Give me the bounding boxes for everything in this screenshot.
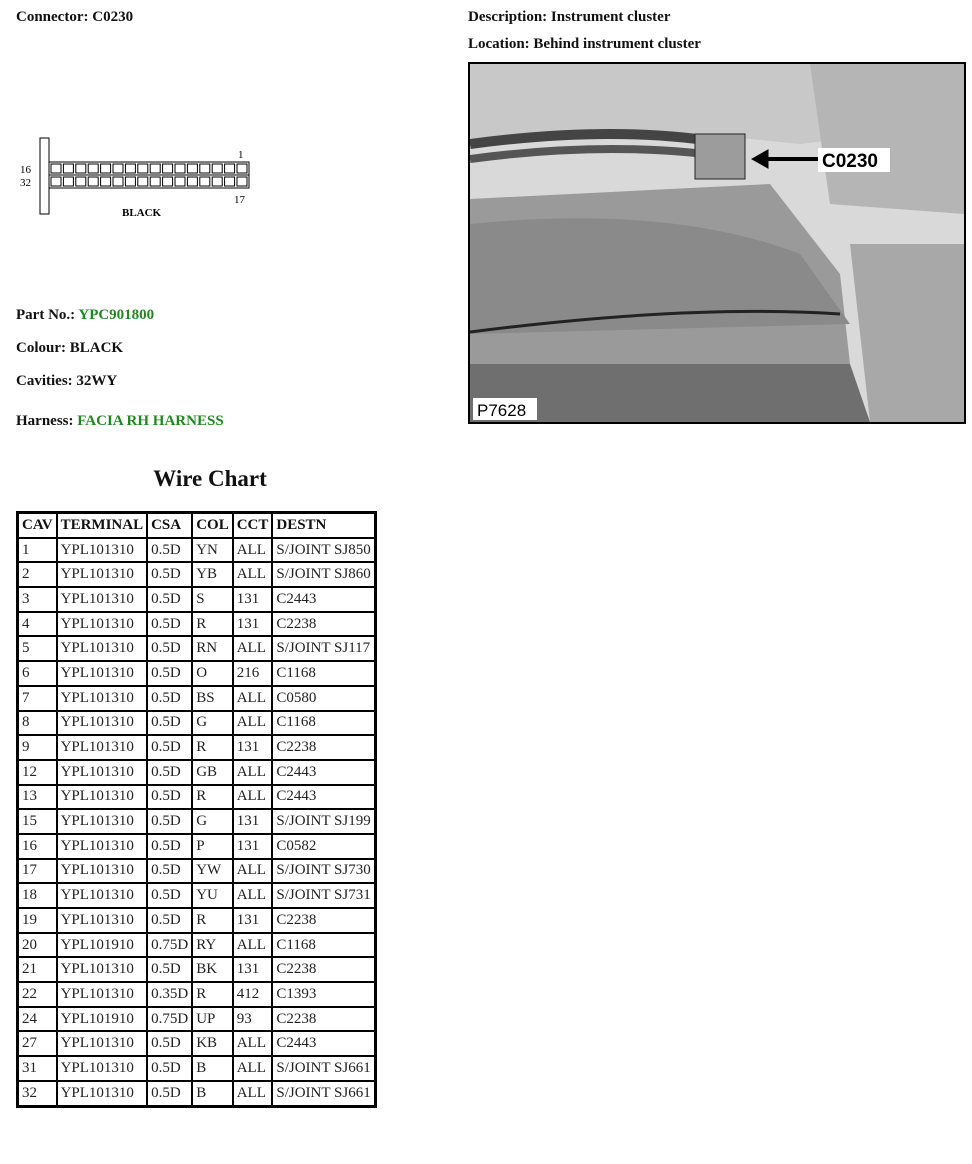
table-row <box>18 859 376 884</box>
connector-cavity <box>212 177 222 186</box>
part-no-line <box>16 307 154 324</box>
table-cell: YPL101310 <box>57 538 148 563</box>
table-cell: C2443 <box>272 1031 375 1056</box>
table-cell: C2238 <box>272 1007 375 1032</box>
part-no-label: Part No.: <box>16 307 76 323</box>
connector-cavity <box>225 177 235 186</box>
table-cell: 0.5D <box>147 809 192 834</box>
table-cell: 8 <box>18 711 57 736</box>
table-cell: BS <box>192 686 233 711</box>
table-cell: 15 <box>18 809 57 834</box>
pin-32-label: 32 <box>20 177 31 189</box>
connector-cavity <box>225 164 235 173</box>
table-cell: R <box>192 612 233 637</box>
table-cell: ALL <box>233 562 273 587</box>
table-row <box>18 982 376 1007</box>
table-cell: 0.5D <box>147 859 192 884</box>
connector-cavity <box>88 164 98 173</box>
connector-cavity <box>163 164 173 173</box>
table-cell: G <box>192 809 233 834</box>
table-cell: YPL101310 <box>57 809 148 834</box>
table-cell: 12 <box>18 760 57 785</box>
table-cell: R <box>192 735 233 760</box>
table-cell: 0.5D <box>147 785 192 810</box>
table-cell: YPL101310 <box>57 859 148 884</box>
connector-cavity <box>125 164 135 173</box>
table-cell: YW <box>192 859 233 884</box>
table-cell: 0.5D <box>147 711 192 736</box>
table-cell: YPL101310 <box>57 908 148 933</box>
table-cell: GB <box>192 760 233 785</box>
table-cell: 0.5D <box>147 661 192 686</box>
table-cell: ALL <box>233 785 273 810</box>
table-cell: 131 <box>233 809 273 834</box>
table-cell: 0.5D <box>147 612 192 637</box>
table-cell: YPL101310 <box>57 834 148 859</box>
table-cell: BK <box>192 957 233 982</box>
table-cell: C2443 <box>272 587 375 612</box>
table-cell: C2238 <box>272 612 375 637</box>
connector-cavity <box>175 177 185 186</box>
table-cell: 3 <box>18 587 57 612</box>
table-cell: 31 <box>18 1056 57 1081</box>
table-row <box>18 587 376 612</box>
table-row <box>18 1031 376 1056</box>
harness-label: Harness: <box>16 413 74 429</box>
table-cell: 13 <box>18 785 57 810</box>
wire-chart-header-row <box>18 513 376 538</box>
table-cell: 131 <box>233 587 273 612</box>
table-cell: YPL101910 <box>57 933 148 958</box>
cavities-value: 32WY <box>76 373 118 389</box>
table-row <box>18 661 376 686</box>
photo-callout: C0230 <box>822 151 878 172</box>
pin-1-label: 1 <box>238 149 244 161</box>
connector-label: Connector: <box>16 9 89 25</box>
connector-cavity <box>138 177 148 186</box>
table-cell: ALL <box>233 711 273 736</box>
table-row <box>18 809 376 834</box>
table-cell: 32 <box>18 1081 57 1106</box>
table-cell: 9 <box>18 735 57 760</box>
table-cell: 0.5D <box>147 562 192 587</box>
table-cell: YPL101310 <box>57 686 148 711</box>
table-cell: C2443 <box>272 785 375 810</box>
table-cell: 131 <box>233 834 273 859</box>
connector-cavity <box>125 177 135 186</box>
table-cell: UP <box>192 1007 233 1032</box>
table-cell: 131 <box>233 957 273 982</box>
connector-cavity <box>163 177 173 186</box>
pin-16-label: 16 <box>20 164 31 176</box>
table-cell: 131 <box>233 735 273 760</box>
part-no-link[interactable]: YPC901800 <box>78 307 155 323</box>
table-cell: 17 <box>18 859 57 884</box>
table-cell: YPL101310 <box>57 735 148 760</box>
table-cell: 412 <box>233 982 273 1007</box>
connector-cavity <box>150 164 160 173</box>
table-cell: ALL <box>233 883 273 908</box>
table-cell: S/JOINT SJ661 <box>272 1056 375 1081</box>
table-row <box>18 1081 376 1106</box>
connector-cavity <box>76 164 86 173</box>
table-cell: ALL <box>233 859 273 884</box>
table-cell: C0580 <box>272 686 375 711</box>
colour-value: BLACK <box>69 340 124 356</box>
table-cell: G <box>192 711 233 736</box>
table-cell: YB <box>192 562 233 587</box>
connector-cavity <box>200 177 210 186</box>
connector-cavity <box>187 177 197 186</box>
connector-heading <box>16 9 133 26</box>
table-cell: 0.5D <box>147 735 192 760</box>
table-cell: 2 <box>18 562 57 587</box>
table-cell: YPL101310 <box>57 883 148 908</box>
table-row <box>18 883 376 908</box>
table-cell: C2238 <box>272 735 375 760</box>
location-photo <box>468 62 966 424</box>
table-cell: YPL101310 <box>57 612 148 637</box>
table-cell: S/JOINT SJ117 <box>272 636 375 661</box>
table-row <box>18 538 376 563</box>
harness-line <box>16 413 224 430</box>
table-cell: ALL <box>233 933 273 958</box>
table-cell: C0582 <box>272 834 375 859</box>
table-cell: YN <box>192 538 233 563</box>
description-value: Instrument cluster <box>550 9 671 25</box>
table-cell: 0.5D <box>147 908 192 933</box>
table-cell: O <box>192 661 233 686</box>
connector-cavity <box>51 177 61 186</box>
table-cell: ALL <box>233 1031 273 1056</box>
table-cell: S/JOINT SJ731 <box>272 883 375 908</box>
table-cell: YPL101310 <box>57 1031 148 1056</box>
table-cell: S/JOINT SJ199 <box>272 809 375 834</box>
connector-cavity <box>150 177 160 186</box>
table-cell: 18 <box>18 883 57 908</box>
table-cell: YPL101310 <box>57 661 148 686</box>
table-cell: YPL101310 <box>57 760 148 785</box>
table-cell: C1168 <box>272 661 375 686</box>
table-cell: ALL <box>233 686 273 711</box>
table-cell: C2238 <box>272 908 375 933</box>
table-row <box>18 1007 376 1032</box>
table-cell: B <box>192 1056 233 1081</box>
table-cell: C1168 <box>272 933 375 958</box>
connector-cavity <box>76 177 86 186</box>
connector-cavity <box>51 164 61 173</box>
table-cell: 1 <box>18 538 57 563</box>
table-cell: ALL <box>233 538 273 563</box>
table-cell: YPL101310 <box>57 636 148 661</box>
location-label: Location: <box>468 36 530 52</box>
connector-cavity <box>63 177 73 186</box>
connector-cavity <box>175 164 185 173</box>
table-cell: 0.5D <box>147 686 192 711</box>
cavities-line <box>16 373 117 390</box>
connector-cavity <box>113 164 123 173</box>
table-cell: 0.5D <box>147 538 192 563</box>
table-cell: C2238 <box>272 957 375 982</box>
table-cell: ALL <box>233 760 273 785</box>
column-header: COL <box>192 513 233 538</box>
table-cell: YPL101910 <box>57 1007 148 1032</box>
column-header: DESTN <box>272 513 375 538</box>
table-cell: RN <box>192 636 233 661</box>
table-cell: 22 <box>18 982 57 1007</box>
table-cell: RY <box>192 933 233 958</box>
table-cell: YPL101310 <box>57 957 148 982</box>
location-line <box>468 36 701 53</box>
table-cell: 93 <box>233 1007 273 1032</box>
column-header: CCT <box>233 513 273 538</box>
table-row <box>18 908 376 933</box>
table-cell: ALL <box>233 1056 273 1081</box>
cavities-label: Cavities: <box>16 373 73 389</box>
connector-cavity <box>88 177 98 186</box>
table-cell: YPL101310 <box>57 711 148 736</box>
table-cell: S/JOINT SJ860 <box>272 562 375 587</box>
connector-cavity <box>212 164 222 173</box>
table-cell: S <box>192 587 233 612</box>
table-cell: 0.5D <box>147 1056 192 1081</box>
table-row <box>18 612 376 637</box>
connector-cavity <box>63 164 73 173</box>
table-cell: YPL101310 <box>57 1056 148 1081</box>
wire-chart-body <box>18 538 376 1106</box>
table-row <box>18 933 376 958</box>
table-cell: 5 <box>18 636 57 661</box>
table-cell: 0.5D <box>147 587 192 612</box>
table-cell: 0.5D <box>147 1031 192 1056</box>
table-cell: 19 <box>18 908 57 933</box>
table-cell: 21 <box>18 957 57 982</box>
table-cell: 131 <box>233 908 273 933</box>
table-row <box>18 834 376 859</box>
table-cell: ALL <box>233 1081 273 1106</box>
connector-cavity <box>237 177 247 186</box>
table-cell: YPL101310 <box>57 562 148 587</box>
description-label: Description: <box>468 9 548 25</box>
table-cell: YPL101310 <box>57 1081 148 1106</box>
wire-chart-title: Wire Chart <box>153 466 267 491</box>
location-value: Behind instrument cluster <box>533 36 701 52</box>
table-cell: YPL101310 <box>57 587 148 612</box>
table-row <box>18 636 376 661</box>
connector-drawing <box>18 136 258 226</box>
table-cell: 16 <box>18 834 57 859</box>
connector-cavity <box>113 177 123 186</box>
table-row <box>18 1056 376 1081</box>
table-cell: YPL101310 <box>57 982 148 1007</box>
column-header: CAV <box>18 513 57 538</box>
diagram-colour-label: BLACK <box>122 207 162 219</box>
wire-chart-table <box>16 511 377 1108</box>
table-cell: ALL <box>233 636 273 661</box>
table-cell: 0.5D <box>147 636 192 661</box>
table-cell: B <box>192 1081 233 1106</box>
table-cell: 4 <box>18 612 57 637</box>
table-cell: 0.5D <box>147 834 192 859</box>
table-cell: 216 <box>233 661 273 686</box>
connector-cavity <box>200 164 210 173</box>
photo-ref: P7628 <box>477 401 527 420</box>
connector-face-diagram <box>18 136 258 226</box>
connector-cavity <box>187 164 197 173</box>
table-row <box>18 735 376 760</box>
table-cell: C1393 <box>272 982 375 1007</box>
table-cell: P <box>192 834 233 859</box>
table-cell: R <box>192 908 233 933</box>
harness-link[interactable]: FACIA RH HARNESS <box>77 413 224 429</box>
table-row <box>18 686 376 711</box>
table-cell: KB <box>192 1031 233 1056</box>
table-row <box>18 562 376 587</box>
pin-17-label: 17 <box>234 194 245 206</box>
table-cell: 27 <box>18 1031 57 1056</box>
table-cell: 0.5D <box>147 1081 192 1106</box>
table-cell: 6 <box>18 661 57 686</box>
table-cell: 0.5D <box>147 957 192 982</box>
connector-cavity <box>101 177 111 186</box>
connector-cavity <box>101 164 111 173</box>
table-cell: 7 <box>18 686 57 711</box>
table-cell: 131 <box>233 612 273 637</box>
colour-label: Colour: <box>16 340 66 356</box>
photo-illustration <box>470 64 964 422</box>
table-cell: 0.75D <box>147 933 192 958</box>
table-cell: R <box>192 982 233 1007</box>
table-cell: 0.35D <box>147 982 192 1007</box>
table-cell: YU <box>192 883 233 908</box>
table-cell: 0.5D <box>147 760 192 785</box>
table-cell: 20 <box>18 933 57 958</box>
table-row <box>18 760 376 785</box>
table-cell: C2443 <box>272 760 375 785</box>
table-cell: C1168 <box>272 711 375 736</box>
column-header: TERMINAL <box>57 513 148 538</box>
table-row <box>18 785 376 810</box>
table-cell: 24 <box>18 1007 57 1032</box>
table-cell: R <box>192 785 233 810</box>
table-cell: S/JOINT SJ850 <box>272 538 375 563</box>
colour-line <box>16 340 123 357</box>
table-row <box>18 711 376 736</box>
table-cell: 0.75D <box>147 1007 192 1032</box>
table-cell: 0.5D <box>147 883 192 908</box>
table-cell: YPL101310 <box>57 785 148 810</box>
column-header: CSA <box>147 513 192 538</box>
table-cell: S/JOINT SJ730 <box>272 859 375 884</box>
table-cell: S/JOINT SJ661 <box>272 1081 375 1106</box>
table-row <box>18 957 376 982</box>
connector-cavity <box>237 164 247 173</box>
connector-value: C0230 <box>92 9 134 25</box>
description-line <box>468 9 670 26</box>
connector-cavity <box>138 164 148 173</box>
